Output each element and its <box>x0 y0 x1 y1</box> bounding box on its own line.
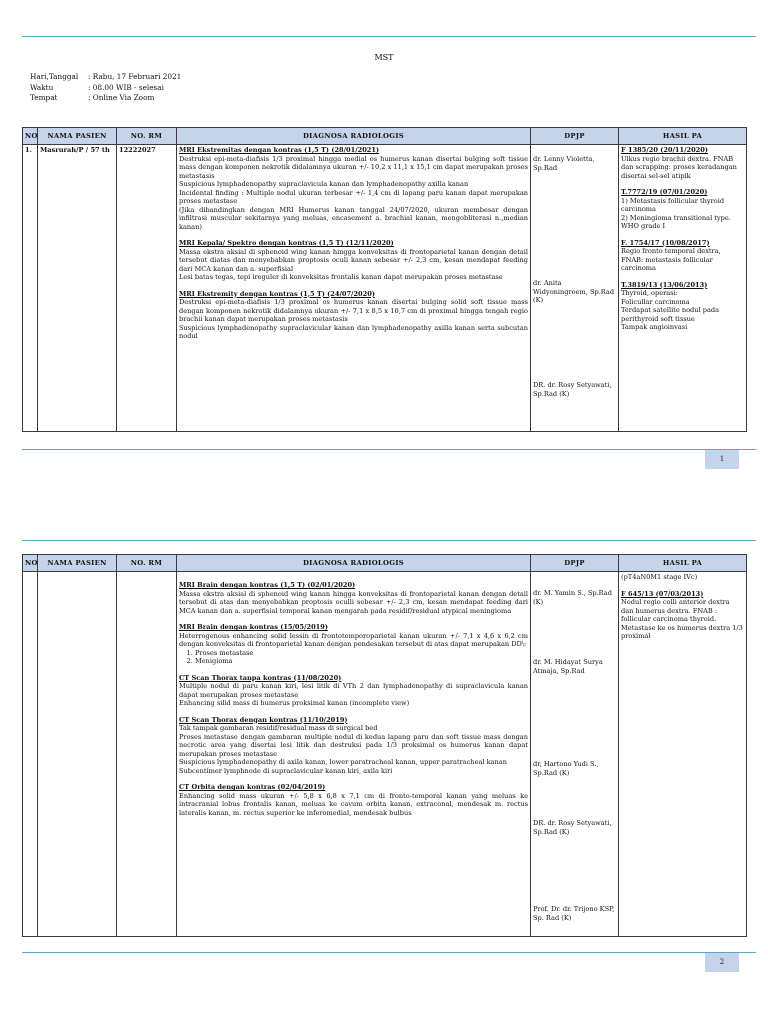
pa-entry: T.7772/19 (07/01/2020) 1) Metastasis follicular thyroid carcinoma 2) Meningioma transitional type. WHO grade I <box>621 188 731 230</box>
table-header <box>23 128 747 145</box>
table-row <box>23 572 747 937</box>
table-row <box>23 145 747 432</box>
col-dpjp: DPJP <box>531 128 619 145</box>
medical-record-number <box>117 572 177 937</box>
dpjp-name: Prof. Dr. dr. Trijono KSP, Sp. Rad (K) <box>533 905 615 922</box>
page2-top-rule <box>22 540 756 541</box>
col-diagnosis: DIAGNOSA RADIOLOGIS <box>177 128 531 145</box>
patient-table-page2 <box>22 554 747 937</box>
diagnosis-entry: MRI Ekstremitas dengan kontras (1,5 T) (28/01/2021) Destruksi epi-meta-diafisis 1/3 proximal hingga medial os humerus kanan disertai bulging soft tissue mass dengan komponen nekrotik didalamnya ukuran +/- 10,2 x 11,1 x 15,1 cm dapat merupakan proses metastasis Suspicious lymphadenopathy supraclavicula kanan dan lymphadenopathy axilla kanan Incidental finding : Multiple nodul ukuran terbesar +/- 1,4 cm di lapang paru kanan dapat merupakan proses metastase (Jika dibandingkan dengan MRI Humerus kanan tanggal 24/07/2020, ukuran membesar dengan infiltrasi muscular sekitarnya yang meluas, encasement a. brachial kanan, mengobliterasi n.,median kanan) <box>179 146 528 231</box>
meeting-date: Hari,Tanggal : Rabu, 17 Februari 2021 <box>30 72 182 81</box>
col-patient-name: NAMA PASIEN <box>38 128 117 145</box>
patient-name <box>38 572 117 937</box>
page-number-2: 2 <box>705 953 739 972</box>
pa-entry: F 645/13 (07/03/2013) Nodul regio colli anterior dextra dan humerus dextra. FNAB : follicular carcinoma thyroid. Metastase ke os humerus dextra 1/3 proximal <box>621 589 743 640</box>
page1-bottom-rule <box>22 449 756 450</box>
diagnosis-entry: MRI Kepala/ Spektro dengan kontras (1,5 T) (12/11/2020) Massa ekstra aksial di sphenoid wing kanan hingga konveksitas di frontoparietal kanan dengan detail tersebut diatas dan menyebabkan proptosis oculi kanan sebesar +/- 2,3 cm, kesan mendapat feeding dari MCA kanan dan a. superfisial Lesi batas tegas, tepi ireguler di konveksitas frontalis kanan dapat merupakan proses metastase <box>179 239 528 281</box>
diagnosis-cell <box>177 145 531 432</box>
dpjp-name: DR. dr. Rosy Setyawati, Sp.Rad (K) <box>533 381 612 398</box>
page1-top-rule <box>22 36 756 37</box>
meeting-time: Waktu : 08.00 WIB - selesai <box>30 82 164 92</box>
diagnosis-cell <box>177 572 531 937</box>
col-no: NO <box>23 555 38 572</box>
row-number <box>23 572 38 937</box>
diagnosis-entry: MRI Brain dengan kontras (1,5 T) (02/01/2020) Massa ekstra aksial di sphenoid wing kanan hingga konveksitas di frontoparietal kanan dengan detail tersebut di atas dan menyebabkan proptosis oculli sebesar +/- 2,3 cm, kesan mendapat feeding dari MCA kanan dan a. superfisial temporal kanan mengarah pada residif/residual atypical meningioma <box>179 581 528 615</box>
diagnosis-entry: CT Orbita dengan kontras (02/04/2019) Enhancing solid mass ukuran +/- 5,8 x 6,8 x 7,1 cm di fronto-temporal kanan yang meluas ke intracranial lobus frontalis kanan, meluas ke cavum orbita kanan, extraconal, mendesak m. rectus lateralis kanan, m. rectus superior ke inferomedial, mendesak bulbus <box>179 783 528 817</box>
dpjp-name: dr. M. Yamin S., Sp.Rad (K) <box>533 589 612 606</box>
row-number: 1. <box>23 145 38 432</box>
patient-table-page1 <box>22 127 747 432</box>
meeting-info <box>30 72 181 104</box>
pa-result-cell <box>619 572 747 937</box>
page-number-1: 1 <box>705 450 739 469</box>
pa-entry: T.3819/13 (13/06/2013) Thyroid, operasi: Folicullar carcinoma Terdapat satellite nodul pada perithyroid soft tissue Tampak angioinvasi <box>621 280 720 331</box>
pa-entry: F. 1754/17 (10/08/2017) Regio fronto temporal dextra, FNAB: metastasis follicular carcinoma <box>621 238 721 272</box>
differential-list: 1. Proses metastase 2. Menigioma <box>179 649 528 666</box>
pa-result-cell <box>619 145 747 432</box>
table-header <box>23 555 747 572</box>
page2-bottom-rule <box>22 952 756 953</box>
meeting-place: Tempat : Online Via Zoom <box>30 93 155 102</box>
dpjp-name: dr. M. Hidayat Surya Atmaja, Sp.Rad <box>533 658 603 675</box>
col-diagnosis: DIAGNOSA RADIOLOGIS <box>177 555 531 572</box>
diagnosis-entry: CT Scan Thorax tanpa kontras (11/08/2020) Multiple nodul di paru kanan kiri, lesi litik di VTh 2 dan lymphadenopathy di supraclavicula kanan dapat merupakan proses metastase Enhancing silid mass di humerus proksimal kanan (incomplete view) <box>179 673 528 707</box>
col-rm: NO. RM <box>117 555 177 572</box>
diagnosis-entry: MRI Ekstremity dengan kontras (1,5 T) (24/07/2020) Destruksi epi-meta-diafisis 1/3 proximal os humerus kanan disertai bulging solid soft tissue mass dengan komponen nekrotik didalamnya ukuran +/- 7,1 x 8,5 x 10,7 cm di proximal hingga tengah regio brachii kanan dapat merupakan proses metastasis Suspicious lymphadenopathy supraclavicular kanan dan lymphadenopathy axilla kanan serta subcutan nodul <box>179 289 528 340</box>
diagnosis-entry: MRI Brain dengan kontras (15/05/2019) Heterrogenous enhancing solid lessin di frontotemporoparietal kanan ukuran +/- 7,1 x 4,6 x 6,2 cm dengan konveksitas di frontoparietal kanan dengan pendesakan tersebut di atas dapat merupakan DD\: 1. Proses metastase 2. Menigioma <box>179 623 528 666</box>
col-pa-result: HASIL PA <box>619 555 747 572</box>
diagnosis-entry: CT Scan Thorax dengan kontras (11/10/2019) Tak tampak gambaran residif/residual mass di surgical bed Proses metastase dengan gambaran multiple nodul di kedua lapang paru dan soft tissue mass dengan necrotic area yang disertai lesi litik dan destruksi pada 1/3 proksimal os humerus kanan dapat merupakan proses metastase Suspicious lymphadenopathy di axila kanan, lower paratracheal kanan, upper paratracheal kanan Subcentimer lymphnode di supraclavicular kanan kiri, axila kiri <box>179 715 528 775</box>
dpjp-name: dr. Lenny Violetta, Sp.Rad <box>533 155 595 172</box>
dpjp-cell <box>531 572 619 937</box>
dpjp-name: DR. dr. Rosy Setyawati, Sp.Rad (K) <box>533 819 612 836</box>
medical-record-number: 12222027 <box>117 145 177 432</box>
patient-name: Masrurah/P / 57 th <box>38 145 117 432</box>
col-patient-name: NAMA PASIEN <box>38 555 117 572</box>
col-dpjp: DPJP <box>531 555 619 572</box>
pa-entry: F 1385/20 (20/11/2020) Ulkus regio brachii dextra. FNAB dan scrapping: proses keradangan disertai sel-sel atipik <box>621 146 737 180</box>
col-no: NO <box>23 128 38 145</box>
col-pa-result: HASIL PA <box>619 128 747 145</box>
pa-stage: (pT4aN0M1 stage IVc) <box>621 573 698 581</box>
col-rm: NO. RM <box>117 128 177 145</box>
dpjp-name: dr. Anita Widyoningroem, Sp.Rad (K) <box>533 279 615 304</box>
document-title: MST <box>374 53 394 62</box>
dpjp-name: dr, Hartono Yudi S., Sp.Rad (K) <box>533 760 599 777</box>
dpjp-cell <box>531 145 619 432</box>
